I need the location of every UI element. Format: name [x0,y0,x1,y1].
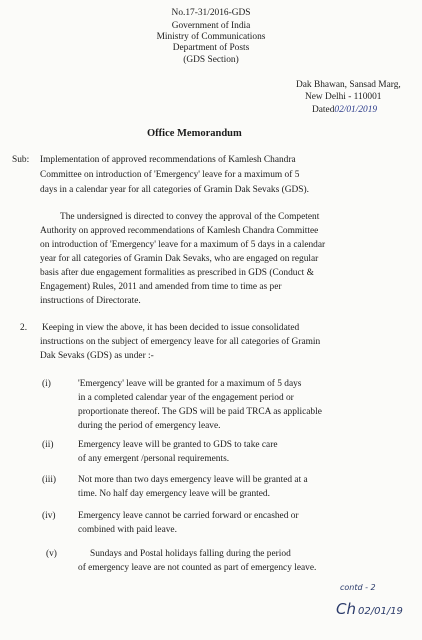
para1-line-5: basis after due engagement formalities as prescribed in GDS (Conduct & [40,268,314,278]
item-5-line-1: Sundays and Postal holidays falling during the period [90,549,291,559]
para1-line-2: Authority on approved recommendations of Kamlesh Chandra Committee [40,226,319,236]
item-5-number: (v) [46,549,57,559]
item-1-number: (i) [42,379,51,389]
item-2-number: (ii) [42,440,54,450]
para1-line-7: instructions of Directorate. [40,296,141,306]
para2-line-3: Dak Sevaks (GDS) as under :- [40,351,154,361]
dated-label: Dated [312,105,335,115]
subject-line-3: days in a calendar year for all categories of Gramin Dak Sevaks (GDS). [40,185,309,195]
item-2-line-1: Emergency leave will be granted to GDS to take care [78,440,278,450]
item-1-line-2: in a completed calendar year of the engagement period or [78,393,294,403]
address-line-2: New Delhi - 110001 [305,92,382,102]
dated-value: 02/01/2019 [334,105,378,115]
header-section: (GDS Section) [183,55,239,65]
item-3-line-2: time. No half day emergency leave will be granted. [78,489,270,499]
contd-note: contd - 2 [340,583,376,592]
item-4-line-1: Emergency leave cannot be carried forward or encashed or [78,511,299,521]
file-number: No.17-31/2016-GDS [171,8,251,18]
page-title: Office Memorandum [147,128,242,139]
item-1-line-3: proportionate thereof. The GDS will be paid TRCA as applicable [78,407,322,417]
item-1-line-1: 'Emergency' leave will be granted for a maximum of 5 days [78,379,302,389]
item-3-number: (iii) [42,475,57,485]
item-5-line-2: of emergency leave are not counted as part of emergency leave. [78,563,317,573]
header-department: Department of Posts [172,43,250,53]
signature-initials: Ch [336,600,356,618]
subject-line-1: Implementation of approved recommendations of Kamlesh Chandra [40,155,296,165]
subject-line-2: Committee on introduction of 'Emergency' leave for a maximum of 5 [40,170,300,180]
header-ministry: Ministry of Communications [156,32,266,42]
para1-line-1: The undersigned is directed to convey the approval of the Competent [60,212,320,222]
header-government: Government of India [171,21,251,31]
para1-line-6: Engagement) Rules, 2011 and amended from time to time as per [40,282,282,292]
item-1-line-4: during the period of emergency leave. [78,421,221,431]
subject-label: Sub: [12,155,30,165]
item-4-line-2: combined with paid leave. [78,525,177,535]
para2-number: 2. [20,323,28,333]
item-4-number: (iv) [42,511,56,521]
para1-line-4: year for all categories of Gramin Dak Sevaks, who are engaged on regular [40,254,319,264]
address-line-1: Dak Bhawan, Sansad Marg, [296,80,401,90]
para1-line-3: on introduction of 'Emergency' leave for a maximum of 5 days in a calendar [40,240,326,250]
para2-line-2: instructions on the subject of emergency leave for all categories of Gramin [40,337,321,347]
item-3-line-1: Not more than two days emergency leave will be granted at a [78,475,308,485]
dated-line [312,105,377,116]
signature-date: 02/01/19 [358,606,403,617]
item-2-line-2: of any emergent /personal requirements. [78,454,230,464]
para2-line-1: Keeping in view the above, it has been decided to issue consolidated [42,323,300,333]
